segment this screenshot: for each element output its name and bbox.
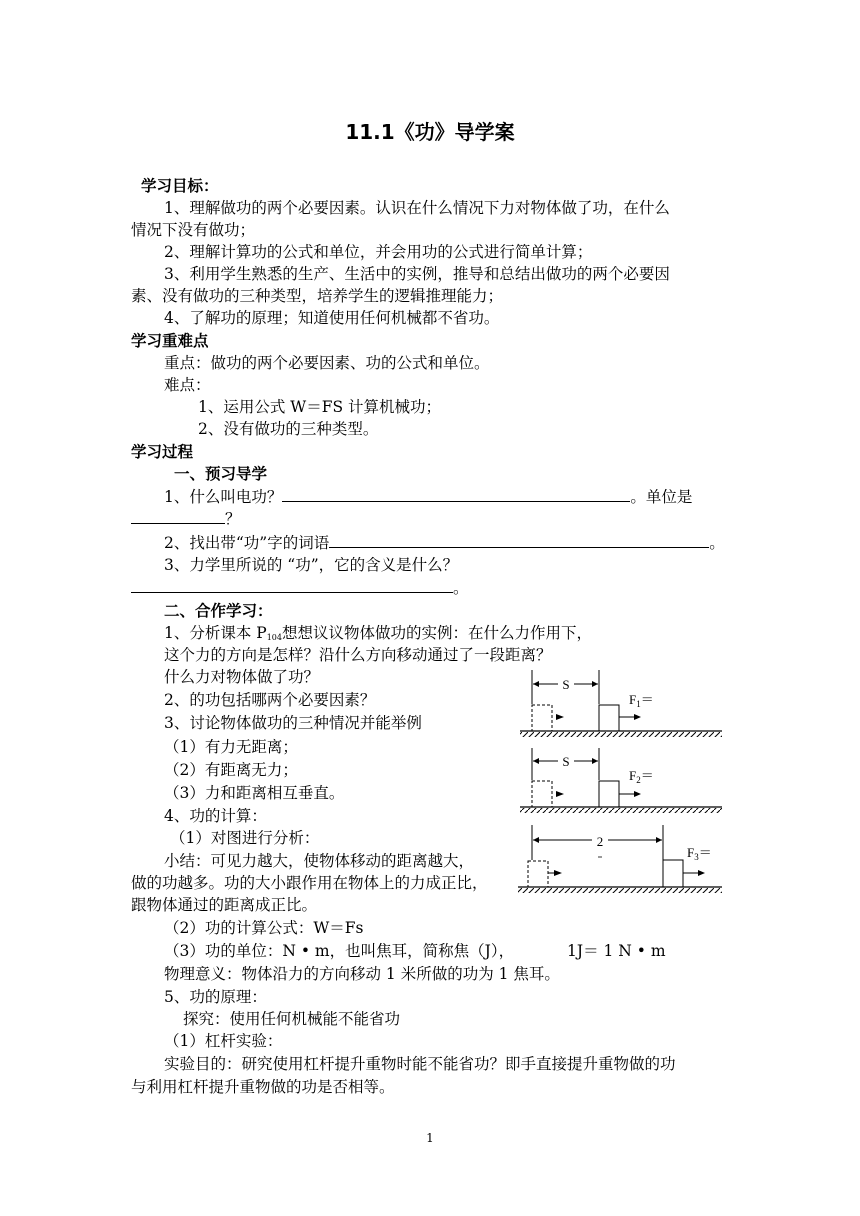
coop-line-9: 4、功的计算： [164,807,267,825]
coop-line-18: 探究：使用任何机械能不能省功 [183,1010,401,1028]
distance-label-3: 2 [596,834,604,849]
coop-heading: 二、合作学习： [164,602,273,620]
coop-line-15-b: 1J＝ 1 N • m [567,942,666,960]
coop-line-10: （1）对图进行分析： [170,829,320,847]
objective-3-line-2: 素、没有做功的三种类型，培养学生的逻辑推理能力； [131,287,504,305]
coop-line-8: （3）力和距离相互垂直。 [164,784,345,802]
page-title: 11.1《功》导学案 [345,120,515,144]
start-block-2 [532,781,552,807]
process-heading: 学习过程 [131,443,194,461]
coop-line-13: 跟物体通过的距离成正比。 [131,896,318,914]
force-arrow-2 [634,791,641,797]
distance-label-2: S [562,754,570,769]
force-arrow-1 [634,714,641,720]
coop-line-1-a: 1、分析课本 P [164,624,267,642]
coop-line-20: 实验目的：研究使用杠杆提升重物时能不能省功？即手直接提升重物做的功 [164,1055,676,1073]
answer-blank-3[interactable] [131,577,453,593]
preview-question-3: 3、力学里所说的 “功”，它的含义是什么？ [164,556,459,574]
coop-line-12: 做的功越多。功的大小跟作用在物体上的力成正比， [131,874,488,892]
page-subscript: 104 [266,633,282,642]
diagram-panel-2 [520,748,722,813]
ground-2 [520,808,722,813]
force-label-2: $F_2=$ [629,768,654,785]
coop-line-6: （1）有力无距离； [164,738,298,756]
ground-3 [518,888,722,893]
work-diagram [510,660,735,900]
difficult-label: 难点： [164,376,211,394]
coop-line-1-b: 想想议议物体做功的实例：在什么力作用下， [282,624,593,642]
coop-line-7: （2）有距离无力； [164,761,298,779]
ground-1 [520,732,722,737]
coop-line-17: 5、功的原理： [164,988,267,1006]
question-2-prefix: 2、找出带“功”字的词语 [164,534,330,552]
preview-question-1 [164,486,692,507]
end-block-1 [599,705,619,731]
coop-line-15-a: （3）功的单位：N • m，也叫焦耳，简称焦（J）， [164,942,515,960]
coop-line-5: 3、讨论物体做功的三种情况并能举例 [164,714,422,732]
coop-line-2: 这个力的方向是怎样？沿什么方向移动通过了一段距离？ [164,646,552,664]
coop-line-19: （1）杠杆实验： [164,1032,283,1050]
coop-line-21: 与利用杠杆提升重物做的功是否相等。 [131,1078,395,1096]
coop-line-16: 物理意义：物体沿力的方向移动 1 米所做的功为 1 焦耳。 [164,965,560,983]
objective-1-line-2: 情况下没有做功； [131,221,256,239]
question-1-prefix: 1、什么叫电功？ [164,488,283,506]
end-block-2 [599,781,619,807]
question-2-end: 。 [709,534,725,552]
answer-blank-2[interactable] [329,532,709,548]
preview-question-3-cont [131,577,469,598]
objective-3-line-1: 3、利用学生熟悉的生产、生活中的实例，推导和总结出做功的两个必要因 [164,265,670,283]
distance-label-1: S [562,677,570,692]
objective-4: 4、了解功的原理；知道使用任何机械都不省功。 [164,309,500,327]
question-1-mid: 。单位是 [630,488,693,506]
objective-2: 2、理解计算功的公式和单位，并会用功的公式进行简单计算； [164,243,593,261]
force-label-3: $F_3=$ [687,845,712,862]
objective-1-line-1: 1、理解做功的两个必要因素。认识在什么情况下力对物体做了功，在什么 [164,199,670,217]
key-point: 重点：做功的两个必要因素、功的公式和单位。 [164,354,490,372]
difficult-point-2: 2、没有做功的三种类型。 [198,420,379,438]
force-label-1: $F_1=$ [629,692,654,709]
difficulties-heading: 学习重难点 [131,332,209,350]
end-block-3 [663,860,683,887]
force-arrow-small-3 [554,870,562,876]
preview-question-1-cont [131,508,241,529]
question-3-end: 。 [453,579,469,597]
force-arrow-3 [698,870,705,876]
coop-line-14: （2）功的计算公式：W＝Fs [164,919,364,937]
force-arrow-small-2 [556,791,564,797]
coop-line-11: 小结：可见力越大，使物体移动的距离越大， [164,852,475,870]
force-arrow-small-1 [556,714,564,720]
start-block-3 [528,861,548,887]
start-block-1 [532,705,552,731]
diagram-panel-3 [518,825,722,893]
difficult-point-1: 1、运用公式 W＝FS 计算机械功； [198,398,442,416]
preview-heading: 一、预习导学 [174,465,268,483]
page-number: 1 [426,1131,434,1145]
question-1-end: ？ [225,510,241,528]
coop-line-4: 2、的功包括哪两个必要因素？ [164,691,376,709]
coop-line-3: 什么力对物体做了功？ [164,668,320,686]
answer-blank-unit[interactable] [131,508,225,524]
diagram-panel-1 [520,670,722,737]
preview-question-2 [164,532,725,553]
answer-blank-1[interactable] [282,486,630,502]
objectives-heading: 学习目标： [141,177,219,195]
